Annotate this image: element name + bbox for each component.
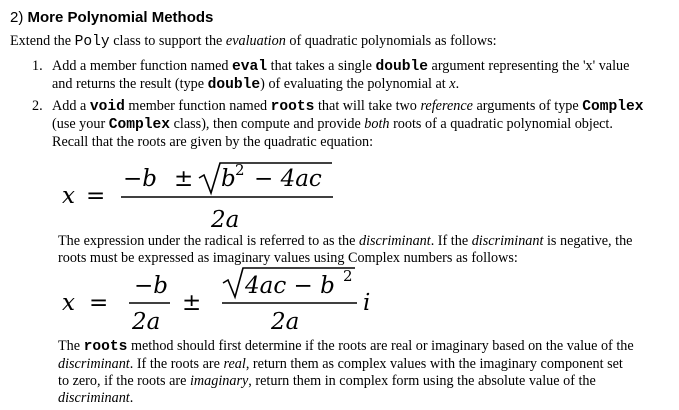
roots-method-paragraph [58,338,673,407]
code-roots: roots [270,99,315,115]
text-part: that takes a single [267,58,376,74]
list-number: 2. [32,98,43,114]
list-item-text [52,98,674,151]
text-part: and returns the result (type [52,76,208,92]
text-part: ) of evaluating the polynomial at [260,76,450,92]
formula-equals: = [86,183,106,209]
emphasis-discriminant: discriminant [58,356,130,372]
formula-lhs-x: x [62,183,75,209]
text-part: class), then compute and provide [170,116,365,132]
text-part: . If the roots are [129,356,224,372]
text-part: , return them in complex form using the absolute value of the [248,373,596,389]
text-part: Add a [52,98,90,114]
text-part: argument representing the 'x' value [427,58,630,74]
text-part: The [58,338,84,354]
formula-exponent: 2 [235,161,245,179]
text-part: , return them as complex values with the imaginary component set [245,356,623,372]
formula2-imaginary-i: i [363,290,371,316]
sqrt-sign-2 [223,268,355,297]
text-part: (use your [52,116,109,132]
text-part: is negative, the [543,233,633,249]
emphasis-discriminant: discriminant [358,233,431,249]
formula2-lhs-x: x [62,290,75,316]
code-double: double [375,59,428,75]
code-eval: eval [232,59,268,75]
discriminant-paragraph [58,233,673,267]
formula-rest: − 4ac [254,166,322,192]
text-part: . [455,76,460,92]
formula2-equals: = [89,290,109,316]
emphasis-both: both [364,116,390,132]
text-part: The expression under the radical is referred to as the [58,233,359,249]
code-void: void [89,99,125,115]
intro-part: of quadratic polynomials as follows: [285,33,497,49]
section-title: More Polynomial Methods [27,9,214,26]
text-part: to zero, if the roots are [58,373,190,389]
list-number: 1. [32,58,43,74]
sqrt-sign [199,163,332,193]
text-part: . If the [430,233,472,249]
formula-b: b [221,166,236,192]
formula2-exponent: 2 [343,267,353,285]
formula2-numerator-b: −b [134,273,168,299]
list-item-text [52,58,674,94]
formula2-radicand: 4ac − b [245,273,335,299]
emphasis-discriminant: discriminant [58,390,130,406]
formula2-denominator-left: 2a [132,309,161,335]
code-complex: Complex [108,117,171,133]
text-part: arguments of type [472,98,583,114]
emphasis-imaginary: imaginary [189,373,249,389]
formula-denominator: 2a [211,207,240,233]
code-double: double [207,77,261,93]
formula2-denominator-right: 2a [271,309,300,335]
emphasis-evaluation: evaluation [225,33,286,49]
intro-text [10,33,497,51]
emphasis-discriminant: discriminant [471,233,544,249]
text-part: method should first determine if the roots are real or imaginary based on the value of the [127,338,634,354]
text-part: that will take two [314,98,421,114]
code-poly: Poly [74,34,110,50]
intro-part: class to support the [109,33,226,49]
text-part: member function named [124,98,271,114]
text-line: Recall that the roots are given by the quadratic equation: [52,134,374,150]
text-part: Add a member function named [52,58,233,74]
formula2-plus-minus: ± [182,290,202,316]
emphasis-reference: reference [420,98,473,114]
code-complex: Complex [582,99,644,115]
section-heading [10,8,213,28]
text-part: roots of a quadratic polynomial object. [389,116,613,132]
intro-part: Extend the [10,33,75,49]
text-part: . [129,390,134,406]
code-roots: roots [83,339,128,355]
text-line: roots must be expressed as imaginary values using Complex numbers as follows: [58,250,518,266]
emphasis-real: real [223,356,246,372]
section-number: 2) [10,9,24,26]
emphasis-x: x [449,76,456,92]
formula-plus-minus: ± [174,166,194,192]
formula-minus-b: −b [123,166,157,192]
